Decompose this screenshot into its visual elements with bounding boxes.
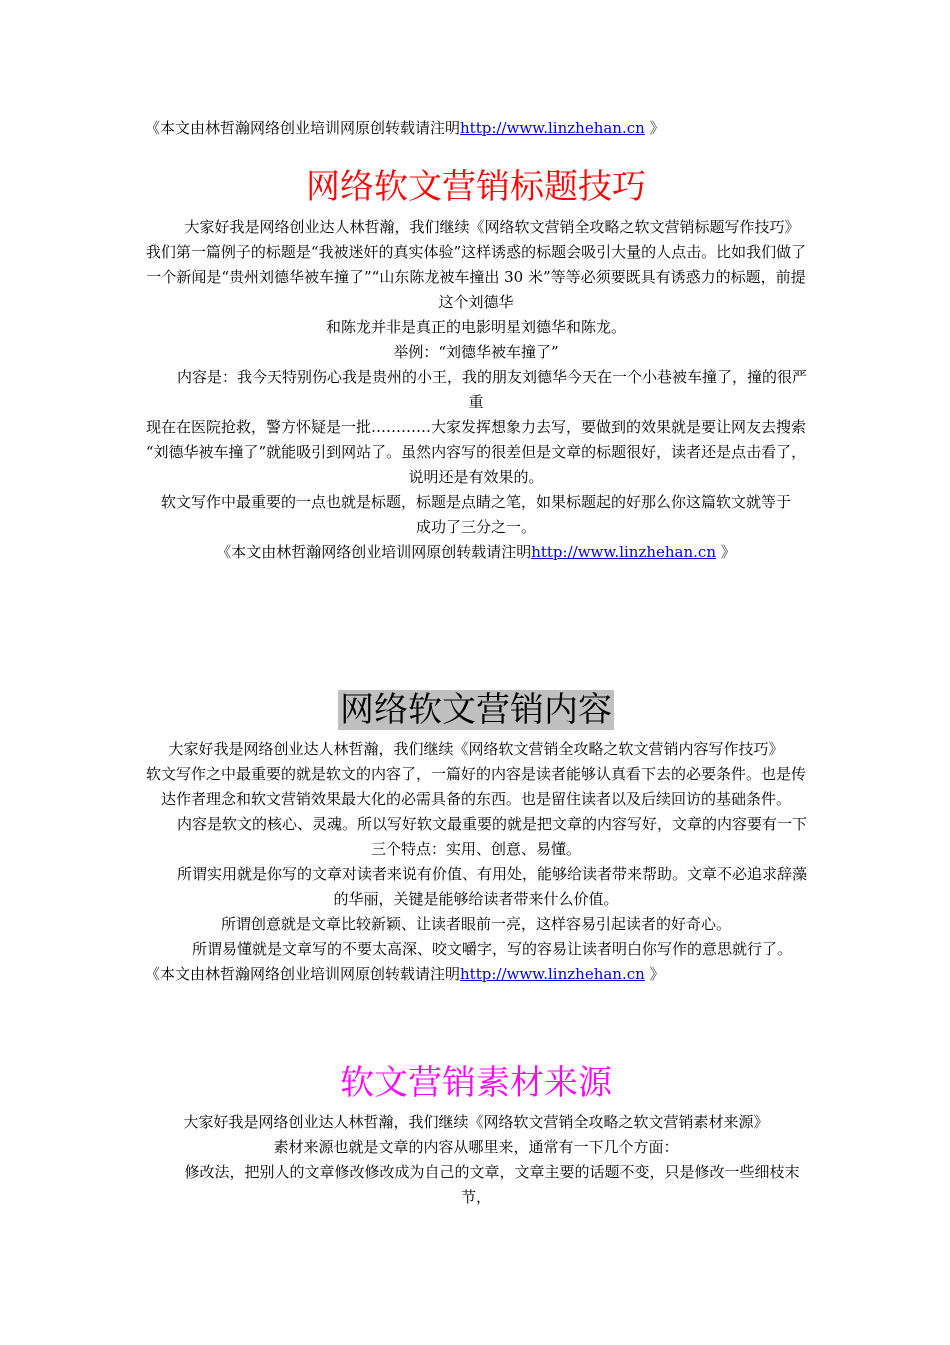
paragraph: 大家好我是网络创业达人林哲瀚，我们继续《网络软文营销全攻略之软文营销内容写作技巧》 [168,740,784,758]
section-body-content [145,737,807,987]
paragraph: 和陈龙并非是真正的电影明星刘德华和陈龙。 [325,318,626,336]
paragraph: 软文写作中最重要的一点也就是标题，标题是点睛之笔，如果标题起的好那么你这篇软文就等于 [160,493,791,511]
paragraph: 素材来源也就是文章的内容从哪里来，通常有一下几个方面： [273,1138,679,1156]
section-body-tips [145,215,807,565]
copyright-notice-top [145,116,807,141]
section-title-content [145,690,807,730]
notice-suffix: 》 [644,119,665,137]
site-link[interactable]: http://www.linzhehan.cn [460,965,645,983]
section-title-tips [145,167,807,207]
notice-prefix: 《本文由林哲瀚网络创业培训网原创转载请注明 [145,965,461,983]
paragraph: 成功了三分之一。 [415,518,536,536]
site-link[interactable]: http://www.linzhehan.cn [460,119,645,137]
section-title-source [145,1063,807,1103]
notice-suffix: 》 [644,965,665,983]
paragraph: 我们第一篇例子的标题是“我被迷奸的真实体验”这样诱惑的标题会吸引大量的人点击。比如我们做了 [145,243,807,261]
paragraph: 所谓创意就是文章比较新颖、让读者眼前一亮，这样容易引起读者的好奇心。 [220,915,731,933]
notice-suffix: 》 [716,543,736,561]
paragraph: 现在在医院抢救，警方怀疑是一批…………大家发挥想象力去写，要做到的效果就是要让网友去搜索 [145,418,806,436]
section-heading: 网络软文营销标题技巧 [306,167,646,207]
section-heading: 软文营销素材来源 [340,1063,612,1103]
paragraph: 一个新闻是“贵州刘德华被车撞了”“山东陈龙被车撞出 30 米”等等必须要既具有诱惑力的标题，前提这个刘德华 [146,268,806,311]
paragraph: 所谓易懂就是文章写的不要太高深、咬文嚼字，写的容易让读者明白你写作的意思就行了。 [191,940,792,958]
paragraph: “刘德华被车撞了”就能吸引到网站了。虽然内容写的很差但是文章的标题很好，读者还是点击看了，说明还是有效果的。 [145,443,807,486]
paragraph: 所谓实用就是你写的文章对读者来说有价值、有用处，能够给读者带来帮助。文章不必追求辞藻的华丽，关键是能够给读者带来什么价值。 [177,865,808,908]
paragraph: 举例：“刘德华被车撞了” [393,343,559,361]
paragraph: 软文写作之中最重要的就是软文的内容了，一篇好的内容是读者能够认真看下去的必要条件。也是传达作者理念和软文营销效果最大化的必需具备的东西。也是留住读者以及后续回访的基础条件。 [145,765,806,808]
paragraph: 内容是软文的核心、灵魂。所以写好软文最重要的就是把文章的内容写好，文章的内容要有一下三个特点：实用、创意、易懂。 [177,815,808,858]
paragraph: 大家好我是网络创业达人林哲瀚，我们继续《网络软文营销全攻略之软文营销素材来源》 [183,1113,769,1131]
site-link[interactable]: http://www.linzhehan.cn [531,543,716,561]
notice-prefix: 《本文由林哲瀚网络创业培训网原创转载请注明 [145,119,461,137]
heading-highlight: 网络软文营销内容 [340,690,612,730]
section-heading [145,690,807,730]
paragraph: 内容是：我今天特别伤心我是贵州的小王，我的朋友刘德华今天在一个小巷被车撞了，撞的很严重 [177,368,808,411]
copyright-notice [145,962,807,987]
paragraph: 大家好我是网络创业达人林哲瀚，我们继续《网络软文营销全攻略之软文营销标题写作技巧》 [184,218,800,236]
copyright-notice [145,540,807,565]
notice-prefix: 《本文由林哲瀚网络创业培训网原创转载请注明 [216,543,532,561]
section-body-source [145,1110,807,1210]
paragraph: 修改法，把别人的文章修改修改成为自己的文章，文章主要的话题不变，只是修改一些细枝末节， [184,1163,800,1206]
